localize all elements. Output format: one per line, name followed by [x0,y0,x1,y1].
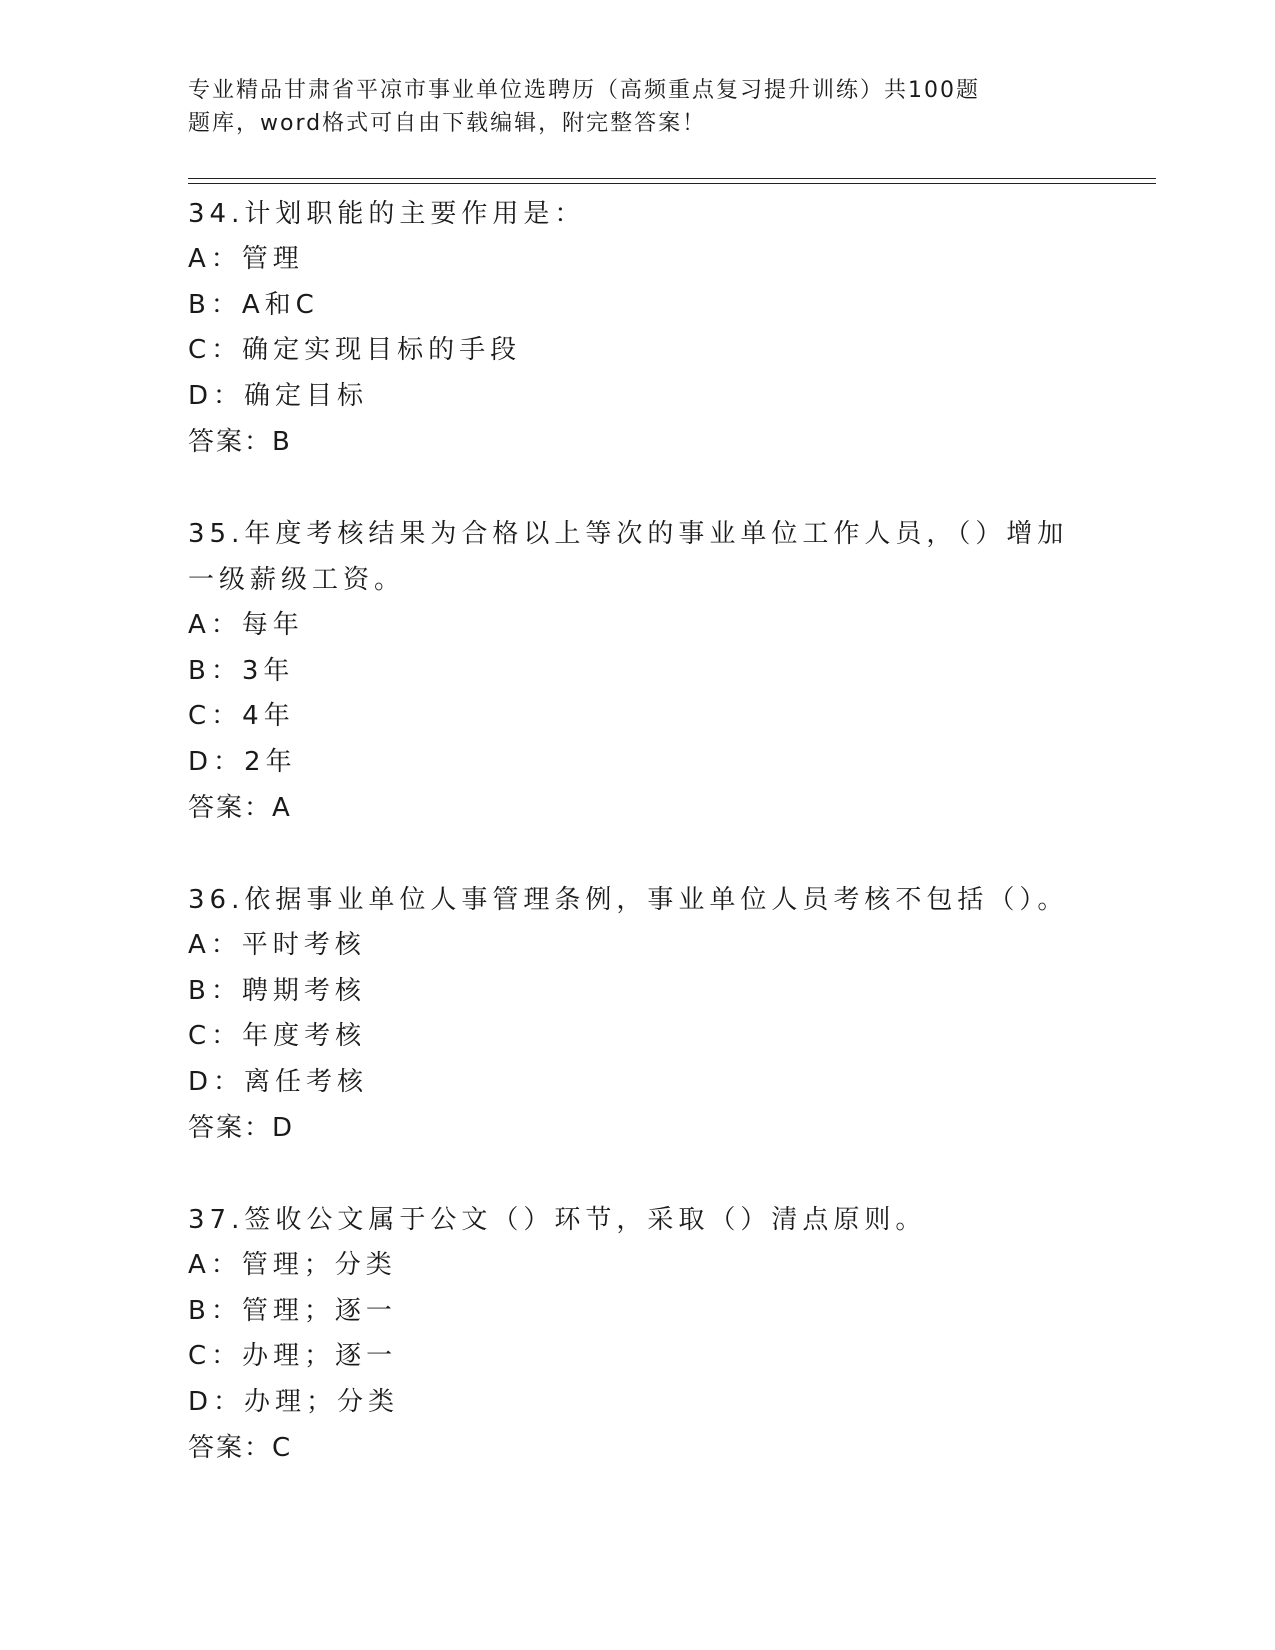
answer: 答案：A [188,793,292,823]
header-line-1: 专业精品甘肃省平凉市事业单位选聘历（高频重点复习提升训练）共100题 [188,78,980,103]
option-c: C：年度考核 [188,1021,367,1051]
question-stem: 35.年度考核结果为合格以上等次的事业单位工作人员，（）增加一级薪级工资。 [188,519,1069,595]
answer: 答案：B [188,427,292,457]
option-d: D：确定目标 [188,380,369,411]
option-a: A：管理；分类 [188,1250,397,1280]
header-divider-bottom [188,183,1156,184]
option-a: A：每年 [188,610,304,640]
document-header [188,74,1028,140]
option-b: B：A和C [188,289,319,320]
option-c: C：4年 [188,701,295,731]
option-d: D：离任考核 [188,1066,369,1097]
option-c: C：办理；逐一 [188,1341,398,1371]
question-36 [188,877,1088,1151]
option-d: D：办理；分类 [188,1386,400,1417]
option-d: D：2年 [188,746,297,777]
option-b: B：聘期考核 [188,975,366,1006]
question-stem: 34.计划职能的主要作用是： [188,199,586,229]
option-a: A：平时考核 [188,930,366,960]
option-c: C：确定实现目标的手段 [188,335,522,365]
option-b: B：3年 [188,655,295,686]
header-line-2: 题库，word格式可自由下载编辑，附完整答案！ [188,111,707,136]
option-a: A：管理 [188,244,304,274]
option-b: B：管理；逐一 [188,1295,397,1326]
question-list [188,191,1088,1471]
header-divider-top [188,178,1156,179]
question-stem: 37.签收公文属于公文（）环节，采取（）清点原则。 [188,1205,927,1235]
question-35 [188,511,1088,831]
answer: 答案：D [188,1113,295,1143]
question-stem: 36.依据事业单位人事管理条例，事业单位人员考核不包括（）。 [188,885,1069,915]
question-34 [188,191,1088,465]
answer: 答案：C [188,1433,293,1463]
question-37 [188,1197,1088,1471]
